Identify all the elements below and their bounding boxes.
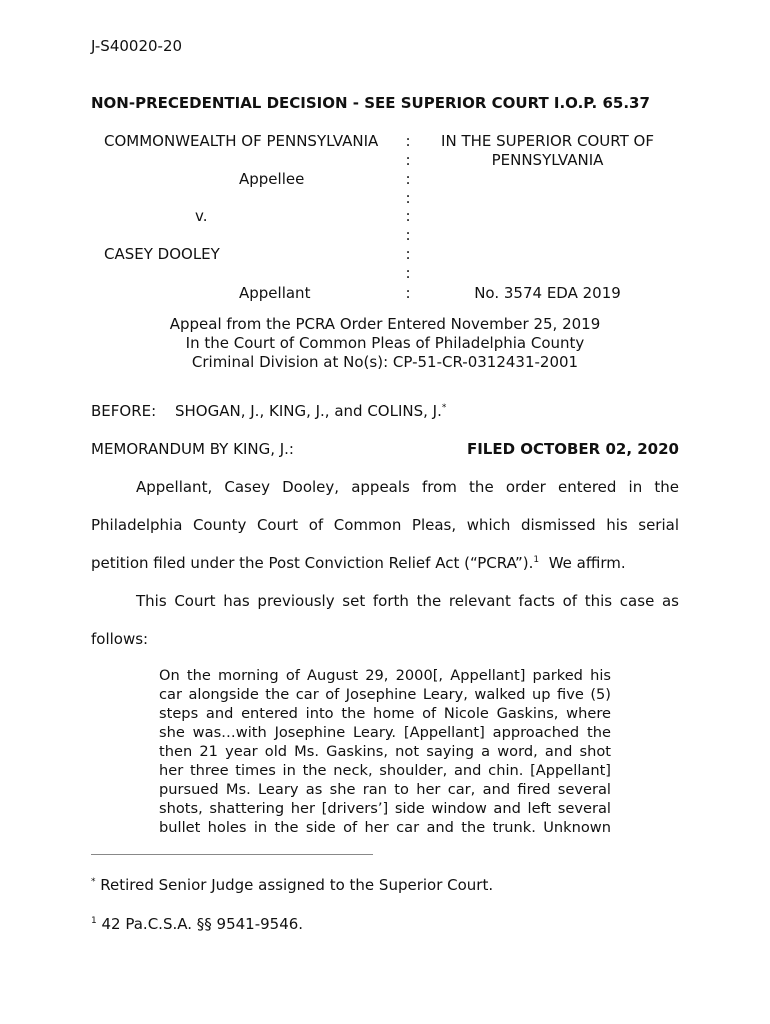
docket-number: No. 3574 EDA 2019 — [474, 284, 621, 302]
caption-colon: : — [405, 207, 411, 225]
caption-colon: : — [405, 245, 411, 263]
footnote-text: 42 Pa.C.S.A. §§ 9541-9546. — [101, 915, 304, 933]
paragraph-line: follows: — [91, 630, 149, 648]
non-precedential-heading: NON-PRECEDENTIAL DECISION - SEE SUPERIOR COURT I.O.P. 65.37 — [91, 94, 650, 112]
caption-defendant: CASEY DOOLEY — [104, 245, 220, 263]
quote-line: car alongside the car of Josephine Leary, walked up five (5) — [159, 686, 611, 703]
caption-defendant-role: Appellant — [239, 284, 311, 302]
paragraph-text: We affirm. — [548, 554, 626, 572]
caption-colon: : — [405, 132, 411, 150]
paragraph-line — [91, 554, 679, 572]
appeal-from-line: In the Court of Common Pleas of Philadelphia County — [185, 334, 585, 352]
footnote-marker: * — [91, 877, 96, 887]
caption-colon: : — [405, 264, 411, 282]
before-judges — [175, 402, 446, 420]
footnote-separator — [91, 854, 373, 855]
quote-line: pursued Ms. Leary as she ran to her car, and fired several — [159, 781, 611, 798]
footnote-text: Retired Senior Judge assigned to the Superior Court. — [100, 876, 494, 894]
appeal-from-line: Criminal Division at No(s): CP-51-CR-0312431-2001 — [191, 353, 579, 371]
quote-line: shots, shattering her [drivers’] side window and left several — [159, 800, 611, 817]
paragraph-line: Appellant, Casey Dooley, appeals from the order entered in the — [136, 478, 679, 496]
before-label: BEFORE: — [91, 402, 157, 420]
caption-colon: : — [405, 151, 411, 169]
caption-colon: : — [405, 226, 411, 244]
paragraph-line: This Court has previously set forth the relevant facts of this case as — [136, 592, 679, 610]
court-name-line2: PENNSYLVANIA — [491, 151, 604, 169]
caption-versus: v. — [195, 207, 208, 225]
quote-line: she was…with Josephine Leary. [Appellant] approached the — [159, 724, 611, 741]
caption-colon: : — [405, 284, 411, 302]
court-name-line1: IN THE SUPERIOR COURT OF — [441, 132, 654, 150]
paragraph-line: Philadelphia County Court of Common Pleas, which dismissed his serial — [91, 516, 679, 534]
memorandum-author: MEMORANDUM BY KING, J.: — [91, 440, 294, 458]
quote-line: her three times in the neck, shoulder, and chin. [Appellant] — [159, 762, 611, 779]
caption-plaintiff: COMMONWEALTH OF PENNSYLVANIA — [104, 132, 379, 150]
footnote — [91, 915, 303, 933]
quote-line: then 21 year old Ms. Gaskins, not saying a word, and shot — [159, 743, 611, 760]
caption-plaintiff-role: Appellee — [239, 170, 305, 188]
filed-date: FILED OCTOBER 02, 2020 — [466, 440, 679, 458]
footnote-marker: * — [441, 403, 447, 413]
caption-colon: : — [405, 189, 411, 207]
quote-line: bullet holes in the side of her car and the trunk. Unknown — [159, 819, 611, 836]
quote-line: steps and entered into the home of Nicole Gaskins, where — [159, 705, 611, 722]
judges-text: SHOGAN, J., KING, J., and COLINS, J. — [175, 402, 442, 420]
footnote-ref: 1 — [533, 555, 540, 565]
quote-line: On the morning of August 29, 2000[, Appellant] parked his — [159, 667, 611, 684]
paragraph-text: petition filed under the Post Conviction Relief Act (“PCRA”). — [91, 554, 534, 572]
document-id: J-S40020-20 — [91, 37, 183, 55]
footnote — [91, 876, 493, 894]
appeal-from-line: Appeal from the PCRA Order Entered November 25, 2019 — [169, 315, 601, 333]
footnote-marker: 1 — [91, 916, 97, 926]
caption-colon: : — [405, 170, 411, 188]
